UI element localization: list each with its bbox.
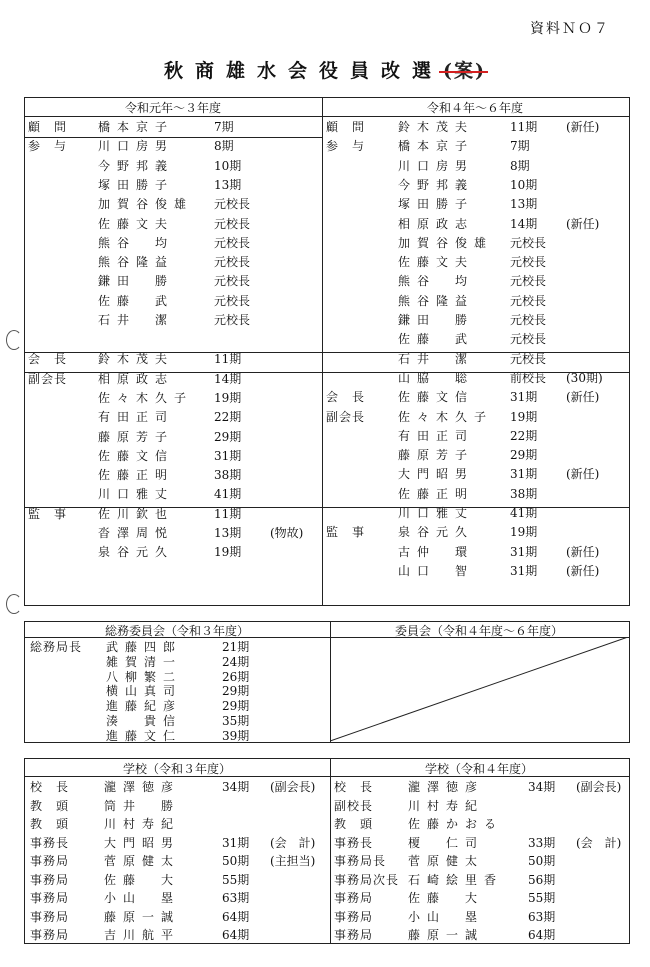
cell-term: 41期 [510, 506, 538, 520]
cell-term: 元校長 [214, 293, 251, 308]
table-row [0, 852, 650, 870]
school-left-header: 学校（令和３年度） [122, 762, 231, 776]
cell-term: 11期 [510, 120, 538, 134]
cell-term: 22期 [510, 428, 538, 443]
cell-name: 川口房男 [398, 158, 475, 173]
cell-term: 34期 [528, 780, 556, 794]
cell-name: 榎 仁司 [408, 835, 485, 850]
cell-term: 31期 [510, 563, 538, 578]
cell-role: 参 与 [28, 139, 68, 154]
cell-role: 監 事 [28, 506, 68, 521]
cell-term: 38期 [214, 468, 242, 483]
cell-term: 8期 [214, 139, 234, 154]
cell-term: 7期 [510, 139, 530, 154]
cell-role: 事務局次長 [334, 872, 400, 887]
cell-role: 事務局 [334, 891, 374, 905]
cell-role: 副会長 [28, 371, 68, 386]
cell-term: 64期 [222, 909, 250, 924]
cell-name: 瀧澤徳彦 [408, 780, 485, 794]
cell-term: 31期 [510, 390, 538, 405]
table-row [0, 523, 650, 541]
cell-name: 有田正司 [398, 428, 475, 443]
cell-role: 会 長 [326, 390, 366, 405]
cell-name: 石井 潔 [398, 351, 475, 366]
cell-term: 29期 [222, 684, 250, 699]
cell-name: 武藤四郎 [106, 640, 183, 654]
cell-term: 39期 [222, 728, 250, 743]
cell-name: 有田正司 [98, 410, 175, 425]
cell-term: 35期 [222, 714, 250, 728]
cell-note: (副会長) [576, 780, 622, 794]
cell-term: 元校長 [510, 235, 547, 250]
document-number: 資料ＮＯ７ [530, 21, 610, 37]
cell-term: 31期 [214, 448, 242, 463]
cell-term: 10期 [214, 158, 242, 173]
cell-name: 佐藤文夫 [98, 216, 175, 231]
cell-term: 24期 [222, 654, 250, 669]
cell-name: 加賀谷俊雄 [398, 235, 494, 250]
cell-role: 副会長 [326, 409, 366, 424]
cell-role: 校 長 [30, 780, 70, 794]
committee-left-header: 総務委員会（令和３年度） [104, 624, 249, 638]
cell-name: 川口雅丈 [98, 487, 175, 502]
cell-term: 元校長 [214, 274, 251, 289]
cell-name: 佐々木久子 [98, 390, 194, 405]
cell-name: 佐藤文信 [98, 448, 175, 463]
cell-name: 佐藤文夫 [398, 255, 475, 270]
cell-note: (会 計) [576, 835, 622, 850]
cell-name: 筒井 勝 [104, 798, 181, 813]
cell-role: 事務局 [30, 909, 70, 924]
cell-role: 顧 問 [326, 120, 366, 134]
cell-term: 元校長 [510, 332, 547, 347]
table-row [0, 311, 650, 329]
cell-role: 事務長 [30, 835, 70, 850]
committee-right-header: 委員会（令和４年度～６年度） [394, 624, 563, 638]
table-row [0, 908, 650, 926]
punch-hole [6, 594, 22, 614]
cell-term: 元校長 [510, 351, 547, 366]
cell-name: 鎌田 勝 [398, 313, 475, 327]
cell-term: 元校長 [214, 313, 251, 327]
cell-role: 教 頭 [30, 798, 70, 813]
table-row [0, 137, 650, 155]
cell-name: 菅原健太 [104, 854, 181, 868]
cell-term: 56期 [528, 872, 556, 887]
cell-term: 19期 [214, 545, 242, 560]
cell-term: 19期 [510, 409, 538, 424]
cell-role: 事務局 [30, 891, 70, 905]
cell-term: 14期 [214, 371, 242, 386]
table-row [0, 388, 650, 406]
cell-term: 元校長 [510, 255, 547, 270]
cell-term: 64期 [222, 928, 250, 942]
cell-term: 19期 [510, 525, 538, 540]
cell-note: (新任) [566, 563, 600, 578]
group-rule [24, 372, 629, 373]
cell-role: 参 与 [326, 139, 366, 154]
cell-name: 加賀谷俊雄 [98, 197, 194, 212]
cell-note: (主担当) [270, 854, 316, 868]
cell-name: 吉川航平 [104, 928, 181, 942]
cell-term: 13期 [214, 526, 242, 540]
cell-name: 雑賀清一 [106, 654, 183, 669]
cell-term: 29期 [222, 699, 250, 714]
cell-term: 41期 [214, 487, 242, 502]
cell-name: 川村寿紀 [104, 817, 181, 831]
title-main: 秋商雄水会役員改選 [164, 60, 444, 82]
cell-term: 22期 [214, 410, 242, 425]
cell-note: (副会長) [270, 780, 316, 794]
cell-term: 19期 [214, 390, 242, 405]
cell-role: 事務局長 [334, 854, 387, 868]
cell-role: 教 頭 [334, 817, 374, 831]
table-row [0, 797, 650, 815]
school-right-header: 学校（令和４年度） [424, 762, 533, 776]
cell-name: 川村寿紀 [408, 798, 485, 813]
cell-name: 小山 塁 [104, 891, 181, 905]
cell-name: 石崎絵里香 [408, 872, 504, 887]
cell-term: 11期 [214, 506, 242, 521]
table-row [0, 446, 650, 464]
cell-term: 元校長 [510, 313, 547, 327]
table-row [0, 330, 650, 348]
cell-term: 29期 [214, 429, 242, 444]
group-rule [24, 352, 629, 353]
cell-term: 14期 [510, 216, 538, 231]
cell-term: 7期 [214, 120, 234, 134]
cell-term: 50期 [222, 854, 250, 868]
cell-term: 29期 [510, 448, 538, 463]
table-row [0, 926, 650, 944]
cell-name: 佐藤正明 [398, 486, 475, 501]
cell-name: 今野邦義 [98, 158, 175, 173]
cell-role: 事務局 [30, 928, 70, 942]
cell-name: 佐藤文信 [398, 390, 475, 405]
header-rule [24, 116, 629, 117]
cell-name: 湊 貴信 [106, 714, 183, 728]
cell-term: 38期 [510, 486, 538, 501]
cell-name: 熊谷 均 [98, 235, 175, 250]
table-row [0, 871, 650, 889]
cell-note: (新任) [566, 467, 600, 482]
officers-right-header: 令和４年～６年度 [426, 101, 523, 115]
cell-name: 大門昭男 [398, 467, 475, 482]
cell-role: 監 事 [326, 525, 366, 540]
cell-note: (30期) [566, 370, 603, 385]
cell-term: 63期 [528, 909, 556, 924]
table-row [0, 485, 650, 503]
cell-name: 藤原芳子 [98, 429, 175, 444]
cell-role: 校 長 [334, 780, 374, 794]
table-row [0, 465, 650, 483]
cell-term: 63期 [222, 891, 250, 905]
cell-note: (新任) [566, 216, 600, 231]
cell-role: 顧 問 [28, 120, 68, 134]
table-row [0, 543, 650, 561]
cell-name: 鎌田 勝 [98, 274, 175, 289]
table-row [0, 727, 650, 745]
school-header-rule [24, 776, 629, 777]
cell-note: (物故) [270, 526, 304, 540]
cell-term: 31期 [510, 467, 538, 482]
cell-role: 副校長 [334, 798, 374, 813]
cell-role: 事務局 [334, 928, 374, 942]
cell-name: 大門昭男 [104, 835, 181, 850]
table-row [0, 272, 650, 290]
cell-term: 元校長 [510, 274, 547, 289]
cell-name: 沓澤周悦 [98, 526, 175, 540]
cell-name: 藤原一誠 [104, 909, 181, 924]
cell-term: 元校長 [510, 293, 547, 308]
cell-name: 佐々木久子 [398, 409, 494, 424]
table-row [0, 118, 650, 136]
table-row [0, 815, 650, 833]
table-row [0, 215, 650, 233]
table-row [0, 195, 650, 213]
cell-term: 31期 [510, 544, 538, 559]
cell-term: 55期 [528, 891, 556, 905]
cell-name: 橋本京子 [398, 139, 475, 154]
table-row [0, 834, 650, 852]
cell-term: 50期 [528, 854, 556, 868]
cell-name: 藤原一誠 [408, 928, 485, 942]
cell-term: 33期 [528, 835, 556, 850]
table-row [0, 234, 650, 252]
cell-term: 64期 [528, 928, 556, 942]
cell-term: 元校長 [214, 235, 251, 250]
cell-name: 佐藤正明 [98, 468, 175, 483]
cell-name: 小山 塁 [408, 909, 485, 924]
cell-term: 11期 [214, 352, 242, 367]
cell-name: 熊谷隆益 [98, 255, 175, 270]
cell-name: 熊谷隆益 [398, 293, 475, 308]
cell-name: 泉谷元久 [398, 525, 475, 540]
cell-name: 佐藤 武 [98, 293, 175, 308]
cell-term: 31期 [222, 835, 250, 850]
cell-name: 横山真司 [106, 684, 183, 699]
table-row [0, 408, 650, 426]
table-row [0, 427, 650, 445]
cell-note: (新任) [566, 120, 600, 134]
cell-name: 瀧澤徳彦 [104, 780, 181, 794]
cell-name: 橋本京子 [98, 120, 175, 134]
cell-name: 今野邦義 [398, 177, 475, 192]
cell-role: 事務局 [30, 854, 70, 868]
cell-name: 佐藤かおる [408, 817, 504, 831]
title-struck-draft: (案) [443, 60, 486, 82]
cell-name: 鈴木茂夫 [398, 120, 475, 134]
cell-term: 26期 [222, 669, 250, 684]
cell-term: 8期 [510, 158, 530, 173]
cell-role: 事務局 [334, 909, 374, 924]
cell-term: 13期 [214, 177, 242, 192]
cell-name: 塚田勝子 [398, 197, 475, 212]
page-title [0, 56, 650, 83]
cell-role: 総務局長 [30, 640, 83, 654]
cell-name: 相原政志 [398, 216, 475, 231]
table-row [0, 889, 650, 907]
cell-role: 教 頭 [30, 817, 70, 831]
cell-name: 佐藤 武 [398, 332, 475, 347]
cell-name: 藤原芳子 [398, 448, 475, 463]
cell-name: 菅原健太 [408, 854, 485, 868]
cell-note: (新任) [566, 390, 600, 405]
cell-term: 55期 [222, 872, 250, 887]
cell-name: 鈴木茂夫 [98, 352, 175, 367]
cell-name: 佐藤 大 [408, 891, 485, 905]
cell-name: 熊谷 均 [398, 274, 475, 289]
cell-term: 前校長 [510, 370, 547, 385]
table-row [0, 292, 650, 310]
cell-name: 川口雅丈 [398, 506, 475, 520]
cell-name: 古仲 環 [398, 544, 475, 559]
cell-term: 元校長 [214, 197, 251, 212]
cell-name: 進藤文仁 [106, 728, 183, 743]
cell-term: 元校長 [214, 216, 251, 231]
cell-name: 石井 潔 [98, 313, 175, 327]
table-row [0, 157, 650, 175]
cell-term: 10期 [510, 177, 538, 192]
table-row [0, 176, 650, 194]
cell-note: (新任) [566, 544, 600, 559]
cell-note: (会 計) [270, 835, 316, 850]
cell-name: 進藤紀彦 [106, 699, 183, 714]
table-row [0, 253, 650, 271]
cell-name: 佐川欽也 [98, 506, 175, 521]
cell-role: 事務長 [334, 835, 374, 850]
cell-role: 会 長 [28, 352, 68, 367]
table-row [0, 562, 650, 580]
cell-name: 佐藤 大 [104, 872, 181, 887]
cell-name: 泉谷元久 [98, 545, 175, 560]
cell-term: 34期 [222, 780, 250, 794]
officers-left-header: 令和元年～３年度 [124, 101, 221, 115]
cell-name: 相原政志 [98, 371, 175, 386]
cell-term: 21期 [222, 640, 250, 654]
cell-name: 八柳繁二 [106, 669, 183, 684]
cell-name: 川口房男 [98, 139, 175, 154]
cell-name: 山口 智 [398, 563, 475, 578]
group-rule [24, 137, 322, 138]
cell-term: 13期 [510, 197, 538, 212]
table-row [0, 778, 650, 796]
cell-name: 塚田勝子 [98, 177, 175, 192]
group-rule [24, 507, 629, 508]
cell-term: 元校長 [214, 255, 251, 270]
cell-name: 山脇 聡 [398, 370, 475, 385]
cell-role: 事務局 [30, 872, 70, 887]
